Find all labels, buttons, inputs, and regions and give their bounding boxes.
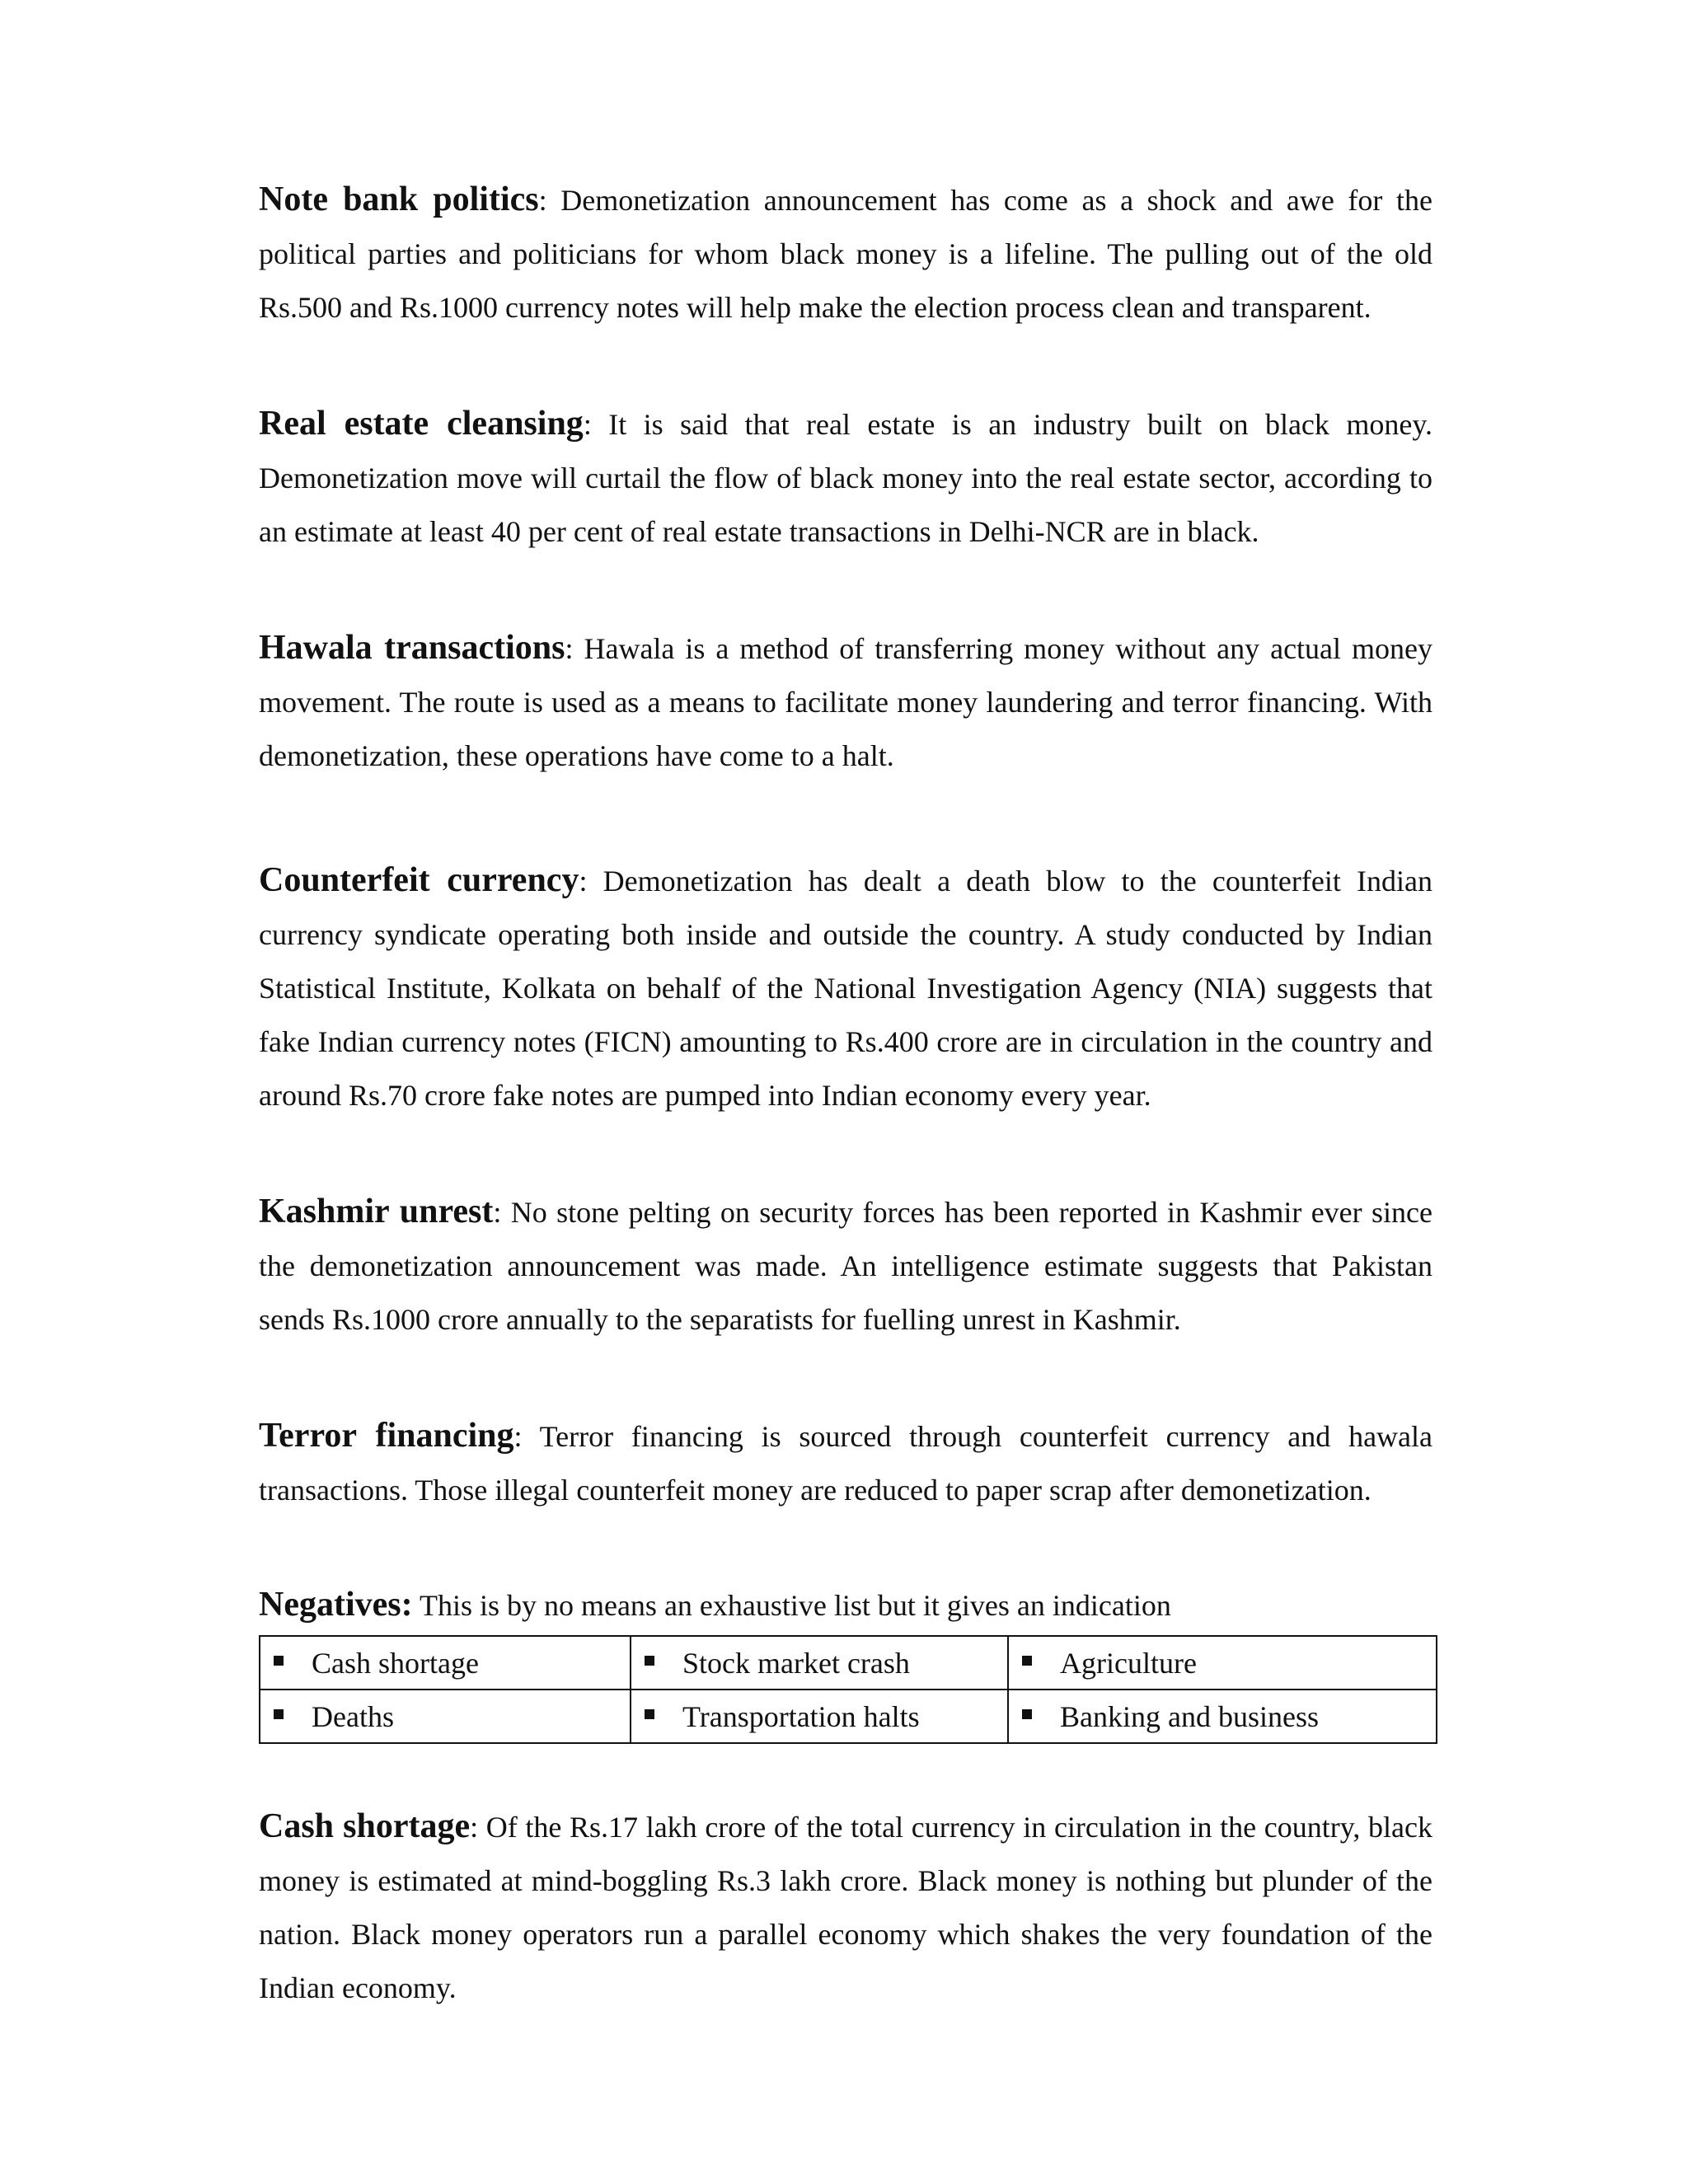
section-real-estate-cleansing: [259, 397, 1432, 559]
table-cell: Banking and business: [1008, 1690, 1437, 1743]
section-heading: Real estate cleansing: [259, 405, 584, 443]
section-text: : No stone pelting on security forces has been reported in Kashmir ever since the demonetization announcement was made. An intelligence estimate suggests that Pakistan sends Rs.1000 crore annually to the separatists for fuelling unrest in Kashmir.: [259, 1196, 1433, 1336]
negatives-table: [259, 1635, 1437, 1744]
section-text: This is by no means an exhaustive list but it gives an indication: [412, 1589, 1171, 1622]
square-bullet-icon: [645, 1709, 654, 1719]
table-row: [260, 1690, 1437, 1743]
section-heading: Terror financing: [259, 1417, 514, 1455]
section-hawala-transactions: [259, 621, 1432, 783]
section-terror-financing: [259, 1409, 1432, 1517]
section-text: : Hawala is a method of transferring money without any actual money movement. The route is used as a means to facilitate money laundering and terror financing. With demonetization, these operations have come to a halt.: [259, 632, 1433, 772]
table-cell: Stock market crash: [631, 1636, 1008, 1690]
section-heading: Kashmir unrest: [259, 1193, 494, 1230]
square-bullet-icon: [645, 1656, 654, 1666]
section-text: : Of the Rs.17 lakh crore of the total currency in circulation in the country, black money is estimated at mind-boggling Rs.3 lakh crore. Black money is nothing but plunder of the nation. Black money operators run a parallel economy which shakes the very foundation of the Indian economy.: [259, 1811, 1432, 2004]
table-cell: Deaths: [260, 1690, 631, 1743]
document-body: [259, 173, 1432, 2015]
square-bullet-icon: [1022, 1656, 1032, 1666]
table-cell: Transportation halts: [631, 1690, 1008, 1743]
section-heading: Negatives:: [259, 1586, 413, 1624]
section-kashmir-unrest: [259, 1185, 1432, 1347]
section-text: : Terror financing is sourced through counterfeit currency and hawala transactions. Those illegal counterfeit money are reduced to paper scrap after demonetization.: [259, 1420, 1432, 1507]
section-text: : It is said that real estate is an industry built on black money. Demonetization move will curtail the flow of black money into the real estate sector, according to an estimate at least 40 per cent of real estate transactions in Delhi-NCR are in black.: [259, 408, 1432, 548]
square-bullet-icon: [274, 1656, 284, 1666]
section-heading: Counterfeit currency: [259, 861, 579, 899]
section-cash-shortage: [259, 1800, 1432, 2015]
table-row: [260, 1636, 1437, 1690]
section-heading: Hawala transactions: [259, 629, 565, 667]
section-text: : Demonetization announcement has come as a shock and awe for the political parties and politicians for whom black money is a lifeline. The pulling out of the old Rs.500 and Rs.1000 currency notes will help make the election process clean and transparent.: [259, 184, 1433, 324]
section-counterfeit-currency: [259, 854, 1432, 1122]
table-cell: Cash shortage: [260, 1636, 631, 1690]
section-text: : Demonetization has dealt a death blow to the counterfeit Indian currency syndicate operating both inside and outside the country. A study conducted by Indian Statistical Institute, Kolkata on behalf of the National Investigation Agency (NIA) suggests that fake Indian currency notes (FICN) amounting to Rs.400 crore are in circulation in the country and around Rs.70 crore fake notes are pumped into Indian economy every year.: [259, 865, 1432, 1112]
section-negatives: [259, 1580, 1432, 1630]
section-note-bank-politics: [259, 173, 1432, 335]
square-bullet-icon: [1022, 1709, 1032, 1719]
table-cell: Agriculture: [1008, 1636, 1437, 1690]
section-heading: Note bank politics: [259, 180, 539, 218]
square-bullet-icon: [274, 1709, 284, 1719]
section-heading: Cash shortage: [259, 1807, 471, 1845]
